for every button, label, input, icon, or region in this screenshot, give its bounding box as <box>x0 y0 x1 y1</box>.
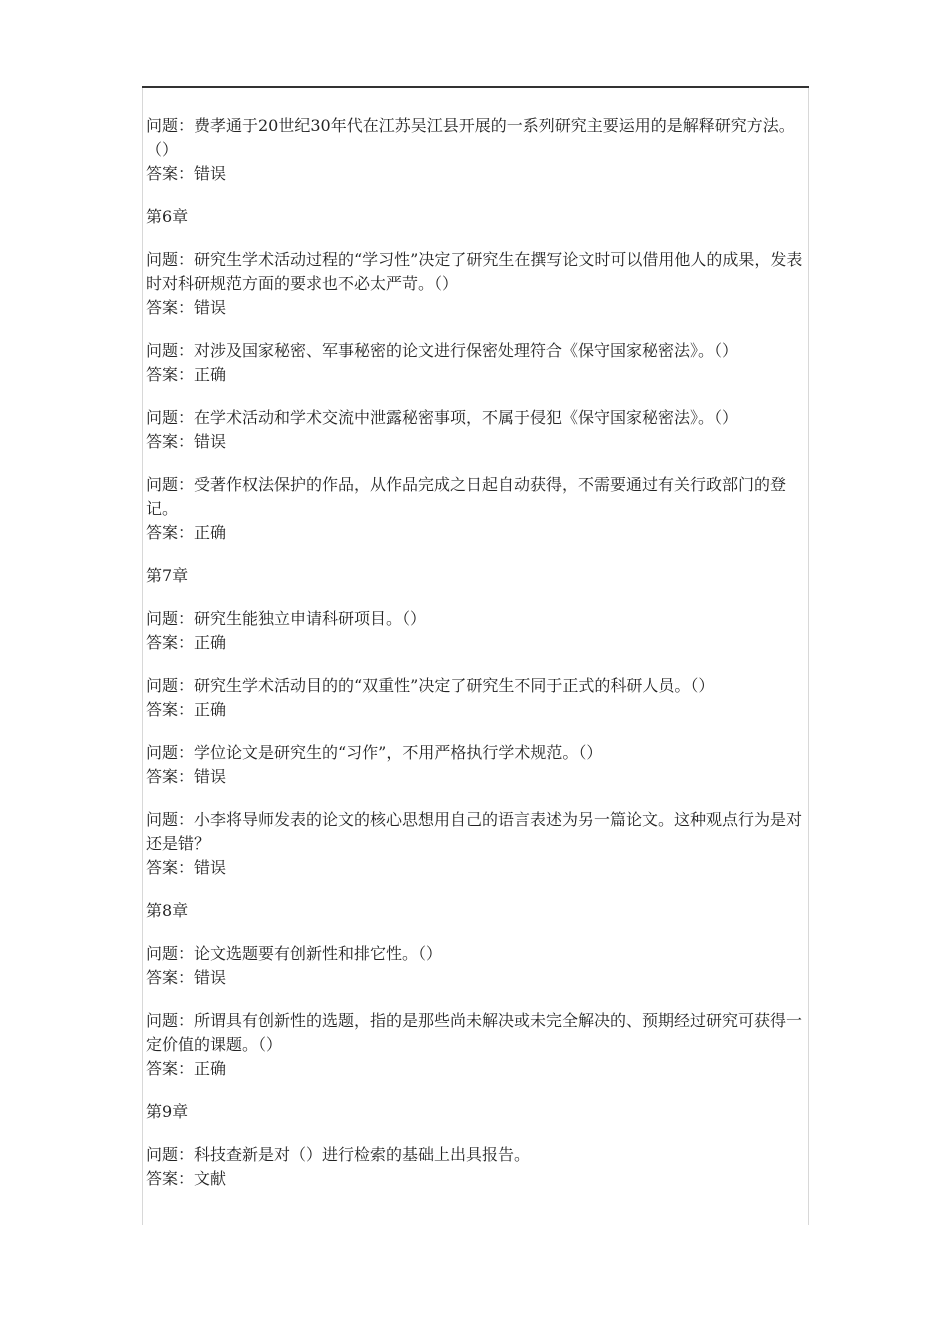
answer-text: 答案：正确 <box>146 523 227 542</box>
answer-text: 答案：正确 <box>146 365 227 384</box>
question-text: 问题：费孝通于20世纪30年代在江苏吴江县开展的一系列研究主要运用的是解释研究方法。（） <box>146 116 795 159</box>
qa-entry <box>146 1143 807 1191</box>
document-content <box>146 114 807 1210</box>
chapter-heading: 第9章 <box>146 1102 189 1121</box>
qa-entry <box>146 1009 807 1081</box>
answer-text: 答案：文献 <box>146 1169 227 1188</box>
qa-entry <box>146 339 807 387</box>
answer-text: 答案：正确 <box>146 1059 227 1078</box>
question-text: 问题：在学术活动和学术交流中泄露秘密事项，不属于侵犯《保守国家秘密法》。（） <box>146 408 739 427</box>
answer-text: 答案：错误 <box>146 767 227 786</box>
chapter-heading: 第7章 <box>146 566 189 585</box>
answer-text: 答案：错误 <box>146 432 227 451</box>
chapter-heading: 第6章 <box>146 207 189 226</box>
chapter-heading: 第8章 <box>146 901 189 920</box>
question-text: 问题：研究生能独立申请科研项目。（） <box>146 609 427 628</box>
question-text: 问题：对涉及国家秘密、军事秘密的论文进行保密处理符合《保守国家秘密法》。（） <box>146 341 739 360</box>
qa-entry <box>146 248 807 320</box>
qa-entry <box>146 808 807 880</box>
qa-entry <box>146 406 807 454</box>
question-text: 问题：小李将导师发表的论文的核心思想用自己的语言表述为另一篇论文。这种观点行为是对还是错？ <box>146 810 803 853</box>
answer-text: 答案：错误 <box>146 968 227 987</box>
question-text: 问题：所谓具有创新性的选题，指的是那些尚未解决或未完全解决的、预期经过研究可获得一定价值的课题。（） <box>146 1011 803 1054</box>
question-text: 问题：研究生学术活动过程的“学习性”决定了研究生在撰写论文时可以借用他人的成果，发表时对科研规范方面的要求也不必太严苛。（） <box>146 250 803 293</box>
right-border <box>808 88 809 1225</box>
top-rule <box>142 86 809 88</box>
answer-text: 答案：错误 <box>146 164 227 183</box>
question-text: 问题：学位论文是研究生的“习作”，不用严格执行学术规范。（） <box>146 743 603 762</box>
qa-entry <box>146 942 807 990</box>
qa-entry <box>146 114 807 186</box>
answer-text: 答案：正确 <box>146 700 227 719</box>
question-text: 问题：论文选题要有创新性和排它性。（） <box>146 944 443 963</box>
qa-entry <box>146 741 807 789</box>
question-text: 问题：受著作权法保护的作品，从作品完成之日起自动获得，不需要通过有关行政部门的登记。 <box>146 475 787 518</box>
document-page <box>142 0 809 1225</box>
question-text: 问题：科技查新是对（）进行检索的基础上出具报告。 <box>146 1145 531 1164</box>
qa-entry <box>146 674 807 722</box>
answer-text: 答案：错误 <box>146 298 227 317</box>
qa-entry <box>146 607 807 655</box>
answer-text: 答案：错误 <box>146 858 227 877</box>
qa-entry <box>146 473 807 545</box>
left-border <box>142 88 143 1225</box>
question-text: 问题：研究生学术活动目的的“双重性”决定了研究生不同于正式的科研人员。（） <box>146 676 715 695</box>
answer-text: 答案：正确 <box>146 633 227 652</box>
